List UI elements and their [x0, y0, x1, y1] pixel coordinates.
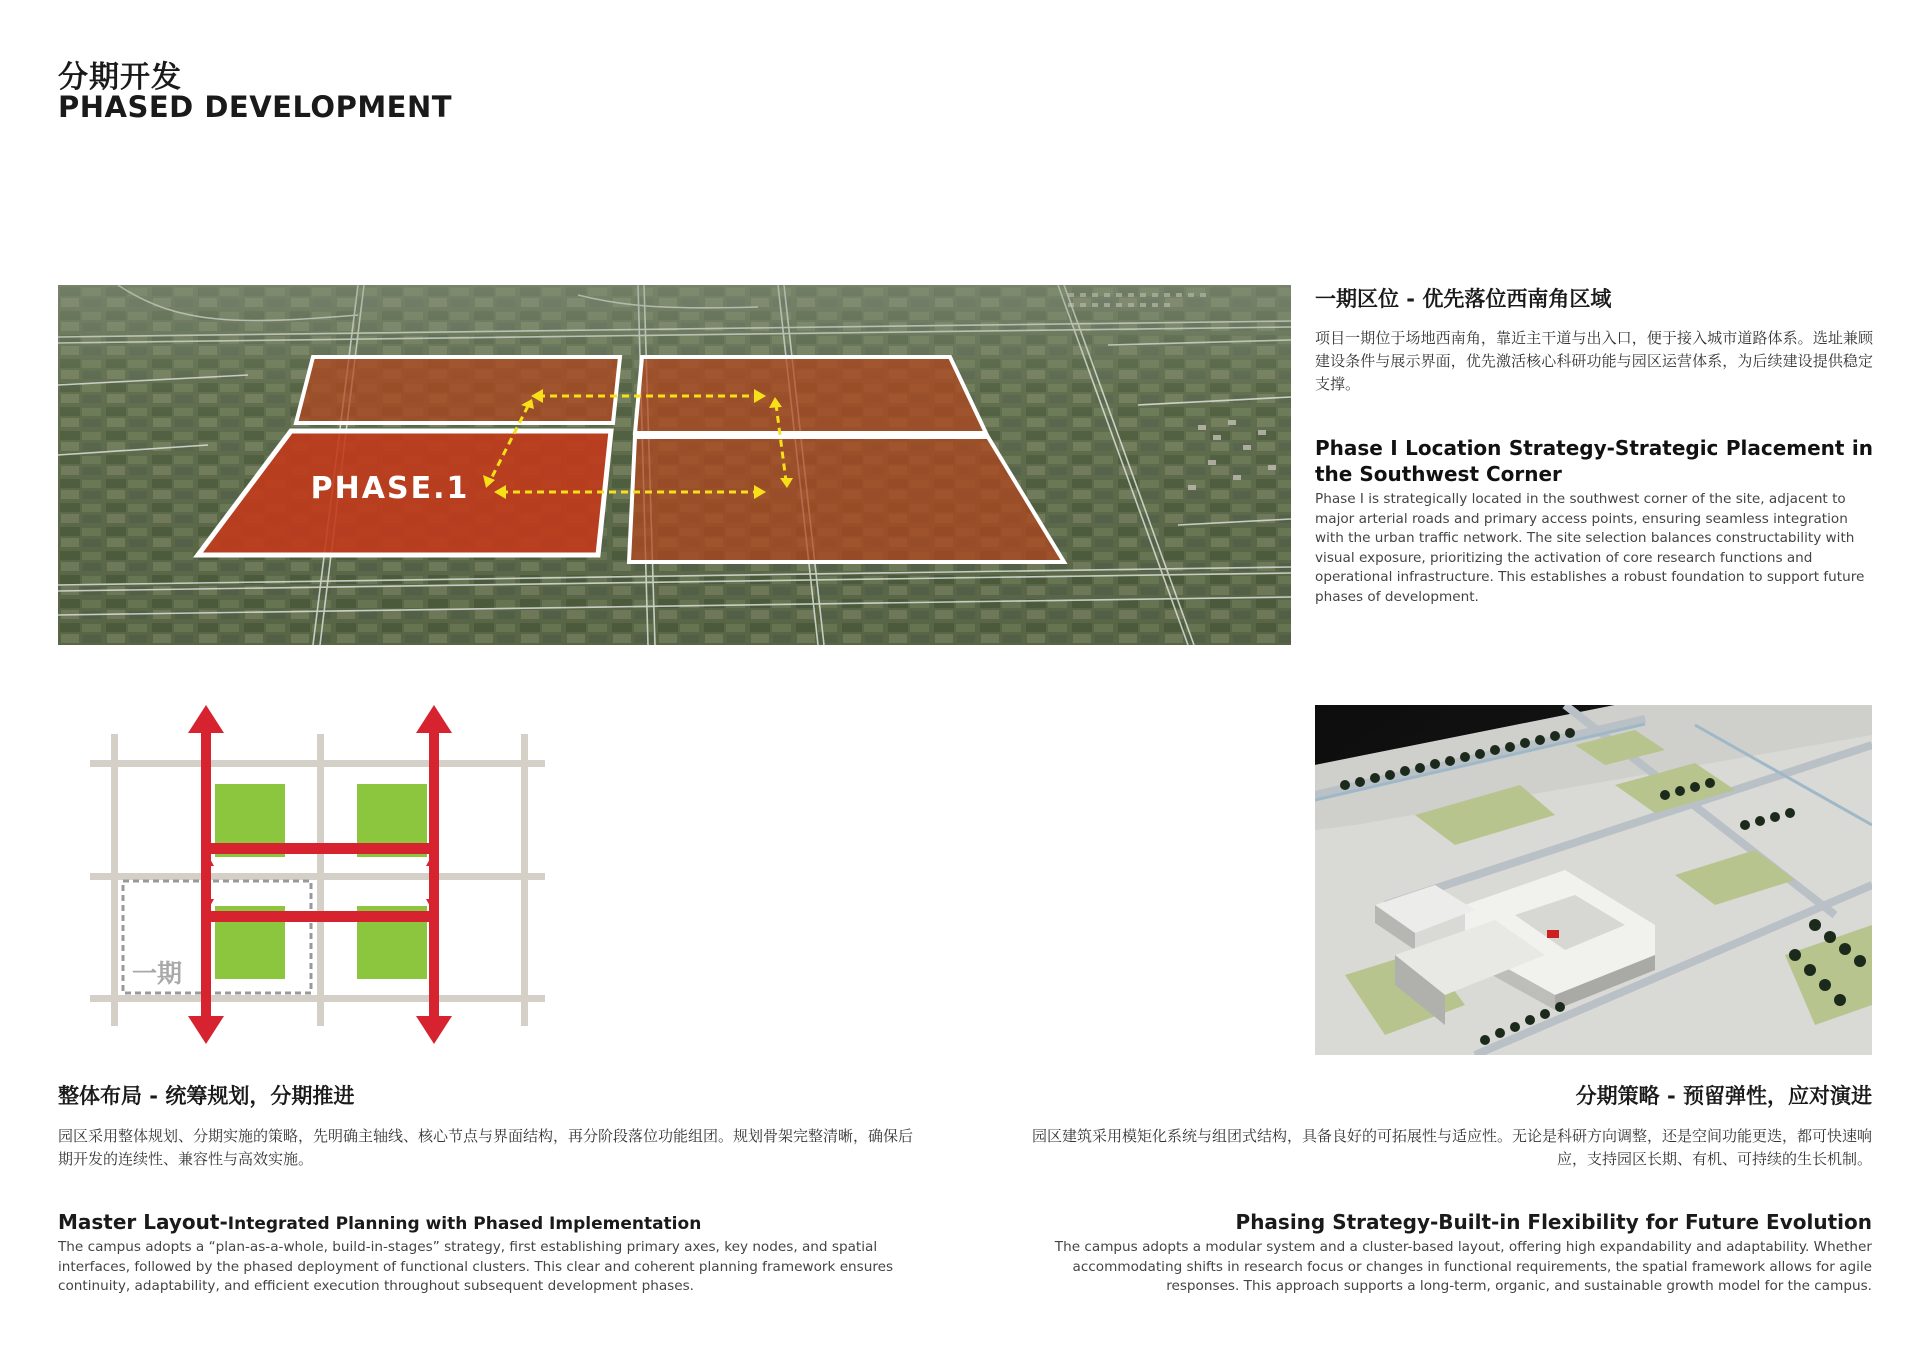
phase1-body-cn: 项目一期位于场地西南角，靠近主干道与出入口，便于接入城市道路体系。选址兼顾建设条件与展示界面，优先激活核心科研功能与园区运营体系，为后续建设提供稳定支撑。 [1315, 329, 1873, 393]
phasing-heading-cn: 分期策略 - 预留弹性，应对演进 [1575, 1084, 1872, 1108]
campus-model-photo [1315, 705, 1872, 1055]
master-heading-en-rest: Integrated Planning with Phased Implementation [227, 1214, 702, 1234]
master-heading-en [58, 1210, 958, 1234]
phase1-heading-cn: 一期区位 - 优先落位西南角区域 [1315, 287, 1612, 311]
page-title-cn: 分期开发 [58, 60, 182, 95]
diagram-phase-label: 一期 [132, 959, 183, 988]
master-heading-cn: 整体布局 - 统筹规划，分期推进 [58, 1084, 355, 1108]
phase1-body-en: Phase I is strategically located in the southwest corner of the site, adjacent to major arterial roads and primary access points, ensuring seamless integration with the urban traffic network. The site selection balances constructability with visual exposure, prioritizing the activation of core research functions and operational infrastructure. This establishes a robust foundation to support future phases of development. [1315, 491, 1865, 605]
master-heading-en-bold: Master Layout- [58, 1210, 228, 1234]
phasing-body-en: The campus adopts a modular system and a cluster-based layout, offering high expandability and adaptability. Whether accommodating shifts in research focus or changes in functional requirements, the spatial framework allows for agile responses. This approach supports a long-term, organic, and sustainable growth model for the campus. [1054, 1239, 1872, 1294]
phasing-body-cn: 园区建筑采用模矩化系统与组团式结构，具备良好的可拓展性与适应性。无论是科研方向调整，还是空间功能更迭，都可快速响应，支持园区长期、有机、可持续的生长机制。 [1031, 1127, 1872, 1168]
master-layout-diagram [80, 700, 560, 1050]
master-body-en: The campus adopts a “plan-as-a-whole, build-in-stages” strategy, first establishing primary axes, key nodes, and spatial interfaces, followed by the phased deployment of functional clusters. This clear and coherent planning framework ensures continuity, adaptability, and efficient execution throughout subsequent development phases. [58, 1239, 894, 1294]
aerial-phase-label: PHASE.1 [310, 471, 470, 506]
phase1-heading-en: Phase I Location Strategy-Strategic Placement in the Southwest Corner [1315, 436, 1873, 486]
phasing-heading-en: Phasing Strategy-Built-in Flexibility for Future Evolution [1235, 1210, 1872, 1234]
page-title-en: PHASED DEVELOPMENT [58, 90, 453, 124]
aerial-site-image [58, 285, 1291, 645]
master-body-cn: 园区采用整体规划、分期实施的策略，先明确主轴线、核心节点与界面结构，再分阶段落位功能组团。规划骨架完整清晰，确保后期开发的连续性、兼容性与高效实施。 [58, 1127, 914, 1168]
